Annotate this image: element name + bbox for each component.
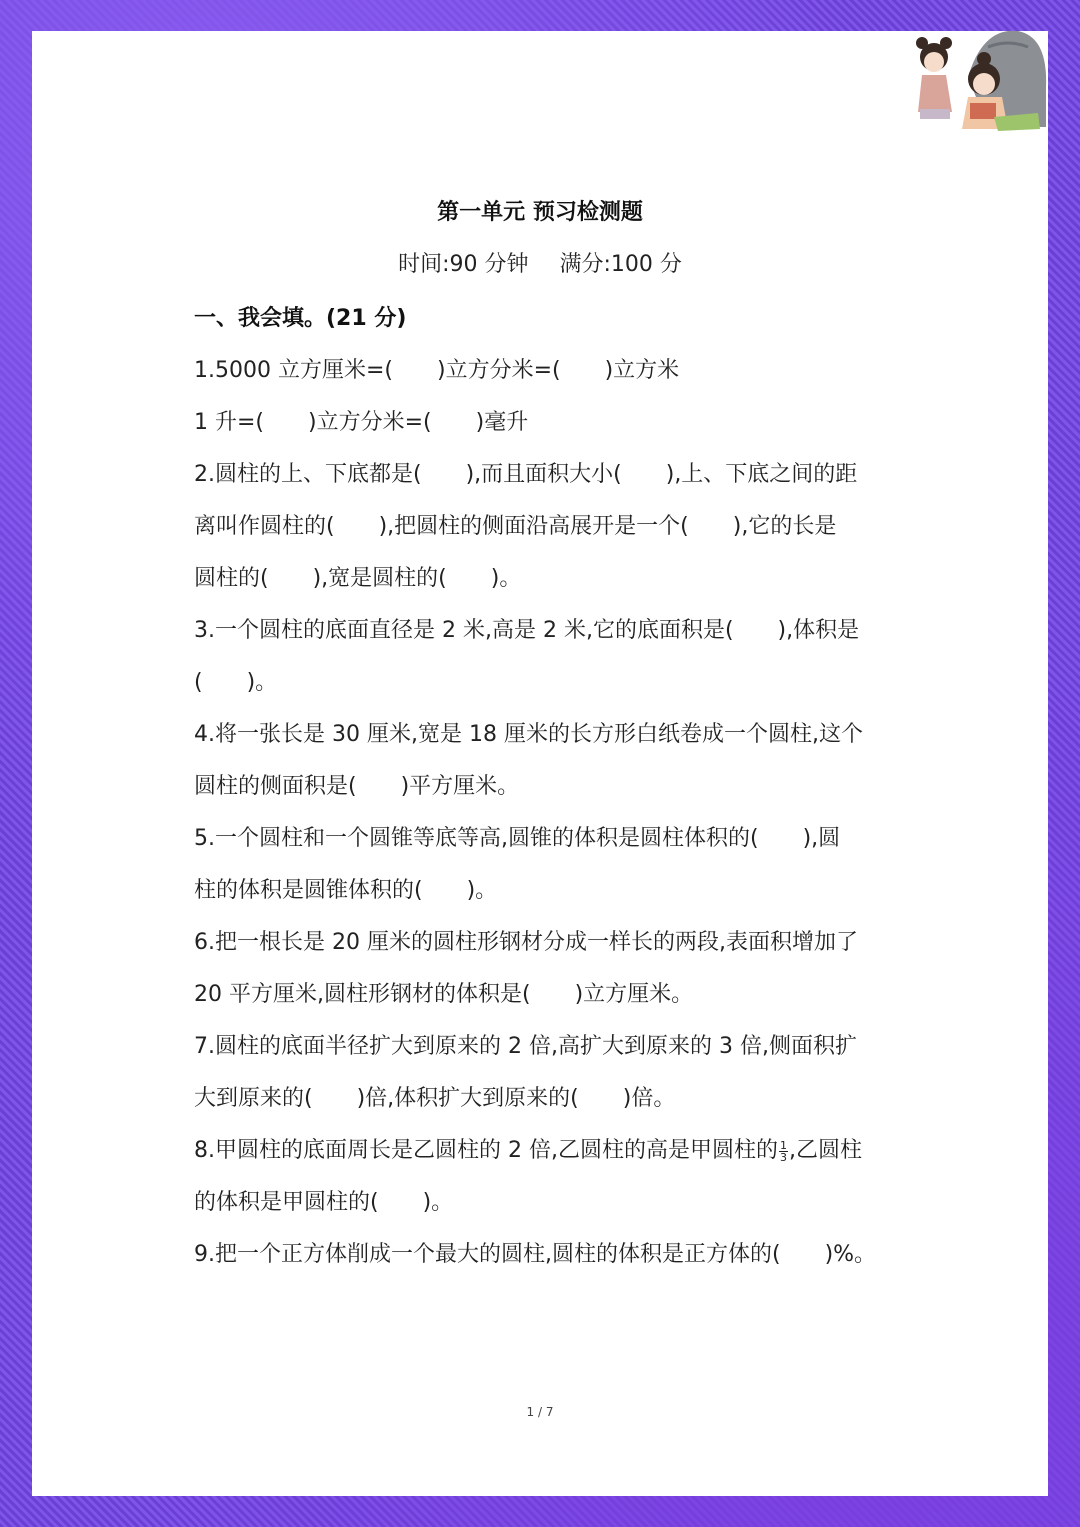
question-line: 6.把一根长是 20 厘米的圆柱形钢材分成一样长的两段,表面积增加了 (194, 930, 858, 955)
time-limit: 时间:90 分钟 (398, 252, 529, 277)
question-line: 大到原来的( )倍,体积扩大到原来的( )倍。 (194, 1086, 676, 1111)
question-line: 7.圆柱的底面半径扩大到原来的 2 倍,高扩大到原来的 3 倍,侧面积扩 (194, 1034, 857, 1059)
question-line: 圆柱的侧面积是( )平方厘米。 (194, 774, 520, 799)
question-line: 20 平方厘米,圆柱形钢材的体积是( )立方厘米。 (194, 982, 694, 1007)
question-line: 2.圆柱的上、下底都是( ),而且面积大小( ),上、下底之间的距 (194, 462, 858, 487)
question-line: 圆柱的( ),宽是圆柱的( )。 (194, 566, 522, 591)
question-line: 9.把一个正方体削成一个最大的圆柱,圆柱的体积是正方体的( )%。 (194, 1242, 877, 1267)
worksheet-page (32, 31, 1048, 1496)
question-text: 8.甲圆柱的底面周长是乙圆柱的 2 倍,乙圆柱的高是甲圆柱的 (194, 1138, 778, 1163)
fraction (779, 1140, 788, 1163)
question-line: 的体积是甲圆柱的( )。 (194, 1190, 454, 1215)
question-line: 离叫作圆柱的( ),把圆柱的侧面沿高展开是一个( ),它的长是 (194, 514, 837, 539)
question-line (194, 1125, 924, 1177)
question-text: ,乙圆柱 (788, 1138, 862, 1163)
fraction-denominator: 3 (779, 1150, 787, 1164)
question-line: 柱的体积是圆锥体积的( )。 (194, 878, 498, 903)
question-line: 1.5000 立方厘米=( )立方分米=( )立方米 (194, 358, 680, 383)
full-score: 满分:100 分 (559, 252, 682, 277)
fraction-numerator: 1 (779, 1138, 787, 1152)
question-line: ( )。 (194, 670, 278, 695)
question-line: 4.将一张长是 30 厘米,宽是 18 厘米的长方形白纸卷成一个圆柱,这个 (194, 722, 863, 747)
question-line: 1 升=( )立方分米=( )毫升 (194, 410, 529, 435)
question-list (194, 293, 924, 1281)
reading-children-illustration (898, 17, 1048, 157)
page-number: 1 / 7 (526, 1405, 554, 1419)
question-line: 5.一个圆柱和一个圆锥等底等高,圆锥的体积是圆柱体积的( ),圆 (194, 826, 841, 851)
section-heading: 一、我会填。(21 分) (194, 306, 407, 331)
exam-info (32, 247, 1048, 278)
worksheet-title: 第一单元 预习检测题 (437, 200, 643, 225)
question-line: 3.一个圆柱的底面直径是 2 米,高是 2 米,它的底面积是( ),体积是 (194, 618, 860, 643)
